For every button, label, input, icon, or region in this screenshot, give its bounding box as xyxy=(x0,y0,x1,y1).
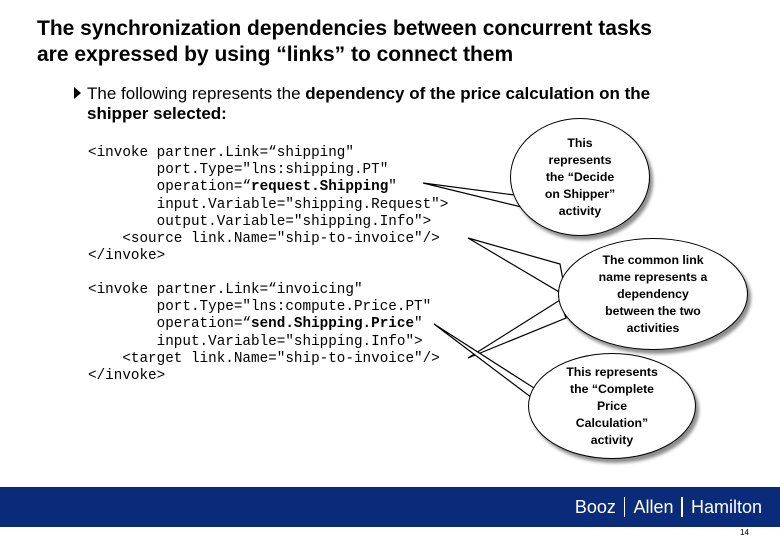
bullet-text-bold: dependency of the price calculation on the xyxy=(305,84,651,103)
brand-logo: Booz Allen Hamilton xyxy=(574,497,762,517)
code-line: input.Variable="shipping.Request"> xyxy=(88,196,449,213)
callout-common-link: The common link name represents a dependency between the two activities xyxy=(558,238,748,350)
operation-name: send.Shipping.Price xyxy=(251,316,415,333)
callout-complete-price-calculation: This represents the “Complete Price Calculation” activity xyxy=(528,353,696,459)
code-line: port.Type="lns:shipping.PT" xyxy=(88,162,389,179)
brand-divider xyxy=(681,497,683,517)
page-number: 14 xyxy=(740,528,749,537)
code-line-source-link: <source link.Name="ship-to-invoice"/> xyxy=(88,231,440,248)
code-line: operation=“request.Shipping" xyxy=(88,179,397,196)
title-line-2: are expressed by using “links” to connect them xyxy=(37,43,514,66)
callout-decide-on-shipper: This represents the “Decide on Shipper” activity xyxy=(510,118,650,236)
title-line-1: The synchronization dependencies between concurrent tasks xyxy=(37,17,652,40)
code-line: operation=“send.Shipping.Price" xyxy=(88,316,423,333)
bullet-text-line2: shipper selected: xyxy=(87,104,227,123)
callout-tail-2a xyxy=(468,238,566,296)
code-line-target-link: <target link.Name="ship-to-invoice"/> xyxy=(88,350,440,367)
code-line: </invoke> xyxy=(88,368,166,385)
operation-name: request.Shipping xyxy=(251,179,389,196)
code-line: port.Type="lns:compute.Price.PT" xyxy=(88,299,432,316)
code-line: </invoke> xyxy=(88,248,166,265)
code-line: input.Variable="shipping.Info"> xyxy=(88,333,423,350)
brand-divider xyxy=(624,497,626,517)
code-line: <invoke partner.Link=“invoicing" xyxy=(88,282,363,298)
footer-bar xyxy=(0,487,780,527)
code-line: <invoke partner.Link=“shipping" xyxy=(88,145,354,161)
callout-tail-2b xyxy=(468,300,566,358)
bullet-text-pre: The following represents the xyxy=(87,84,306,103)
code-line: output.Variable="shipping.Info"> xyxy=(88,213,432,230)
